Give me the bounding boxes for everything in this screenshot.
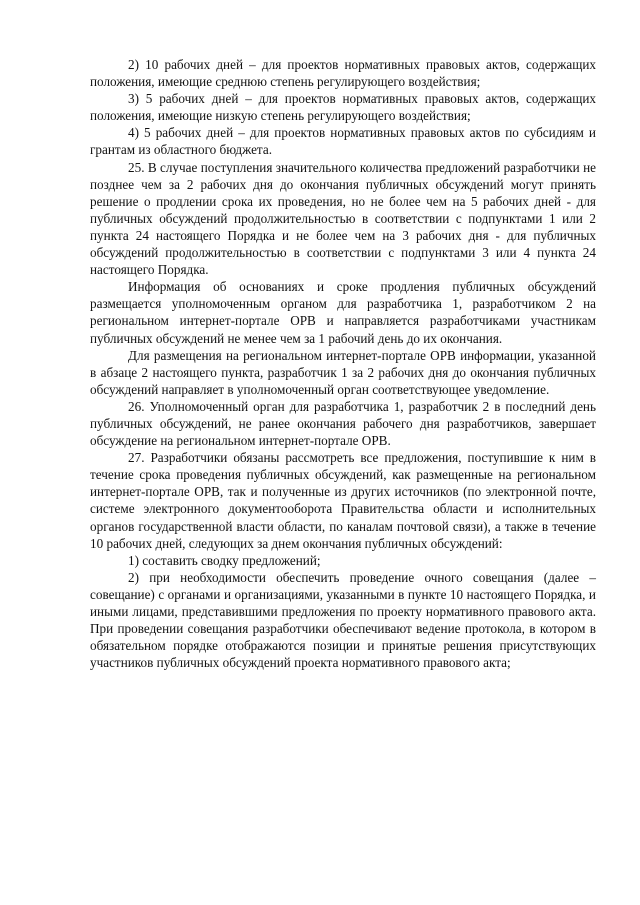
paragraph-extension-info: Информация об основаниях и сроке продления публичных обсуждений размещается уполномоченным органом для разработчика 1, разработчиком 2 на региональном интернет-портале ОРВ и направляется разработчиками участникам публичных обсуждений не менее чем за 1 рабочий день до их окончания. (90, 279, 596, 346)
paragraph-clause-27-item-2: 2) при необходимости обеспечить проведение очного совещания (далее – совещание) с органами и организациями, указанными в пункте 10 настоящего Порядка, и иными лицами, представившими предложения по проекту нормативного правового акта. При проведении совещания разработчики обеспечивают ведение протокола, в котором в обязательном порядке отображаются позиции и принятые решения присутствующих участников публичных обсуждений проекта нормативного правового акта; (90, 569, 596, 671)
paragraph-clause-27-item-1: 1) составить сводку предложений; (128, 552, 321, 568)
paragraph-subitem-4: 4) 5 рабочих дней – для проектов нормативных правовых актов по субсидиям и грантам из областного бюджета. (90, 125, 596, 158)
paragraph-subitem-2: 2) 10 рабочих дней – для проектов нормативных правовых актов, содержащих положения, имеющие среднюю степень регулирующего воздействия; (90, 57, 596, 90)
paragraph-clause-27: 27. Разработчики обязаны рассмотреть все предложения, поступившие к ним в течение срока проведения публичных обсуждений, как размещенные на региональном интернет-портале ОРВ, так и полученные из других источников (по электронной почте, системе электронного документооборота Правительства области и исполнительных органов государственной власти области, по каналам почтовой связи), а также в течение 10 рабочих дней, следующих за днем окончания публичных обсуждений: (90, 450, 596, 551)
paragraph-clause-25: 25. В случае поступления значительного количества предложений разработчики не позднее чем за 2 рабочих дня до окончания публичных обсуждений могут принять решение о продлении срока их проведения, но не более чем на 5 рабочих дней - для публичных обсуждений продолжительностью в соответствии с подпунктами 1 или 2 пункта 24 настоящего Порядка и не более чем на 3 рабочих дня - для публичных обсуждений продолжительностью в соответствии с подпунктами 3 или 4 пункта 24 настоящего Порядка. (90, 159, 596, 278)
paragraph-placement-notice: Для размещения на региональном интернет-портале ОРВ информации, указанной в абзаце 2 настоящего пункта, разработчик 1 за 2 рабочих дня до окончания публичных обсуждений направляет в уполномоченный орган соответствующее уведомление. (90, 347, 596, 397)
paragraph-subitem-3: 3) 5 рабочих дней – для проектов нормативных правовых актов, содержащих положения, имеющие низкую степень регулирующего воздействия; (90, 91, 596, 124)
paragraph-clause-26: 26. Уполномоченный орган для разработчика 1, разработчик 2 в последний день публичных обсуждений, не ранее окончания рабочего дня разработчиков, завершает обсуждение на региональном интернет-портале ОРВ. (90, 398, 596, 449)
document-body (90, 56, 596, 671)
